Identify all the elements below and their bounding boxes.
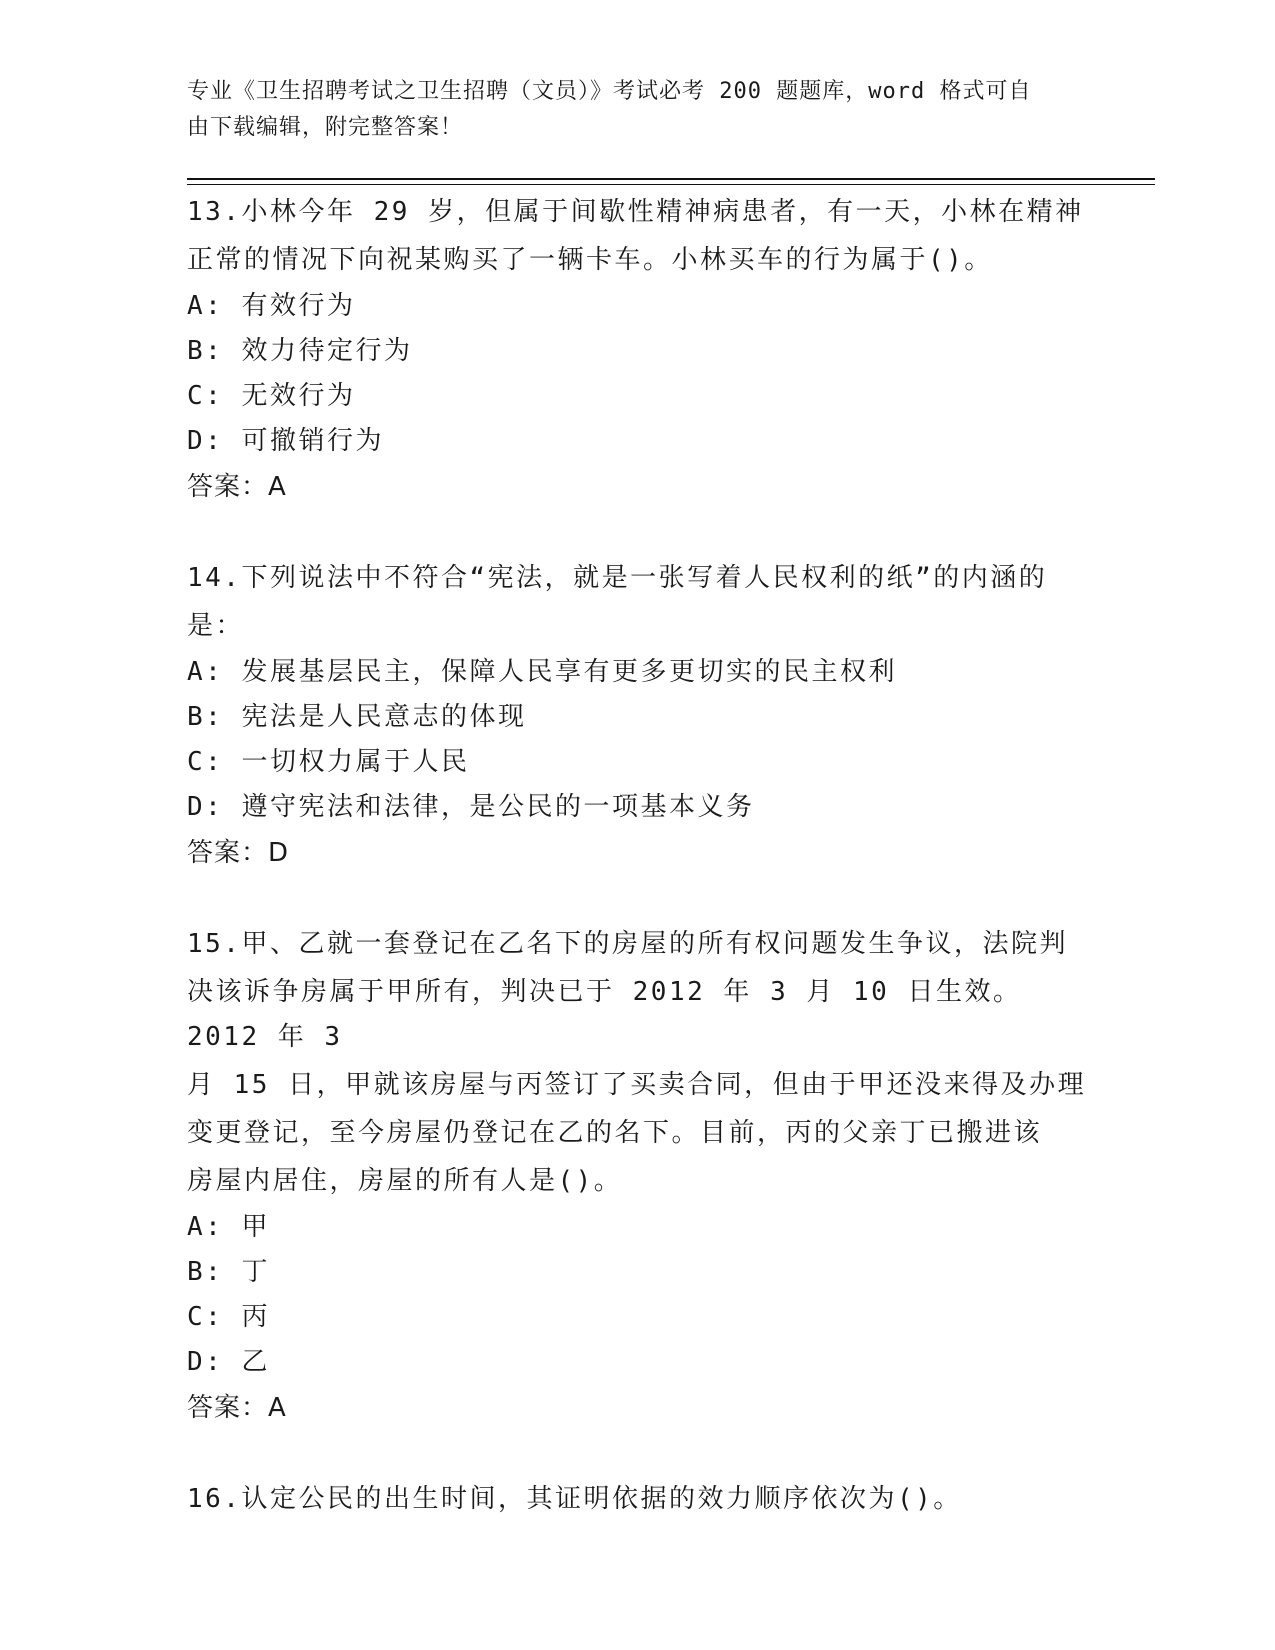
header-line: 专业《卫生招聘考试之卫生招聘（文员）》考试必考 200 题题库，word 格式可自 [187, 79, 1032, 104]
option-gap [223, 419, 241, 464]
question-stem-line: 决该诉争房属于甲所有，判决已于 2012 年 3 月 10 日生效。2012 年 3 [187, 977, 1022, 1052]
answer-option [187, 284, 1087, 329]
option-letter: D: [187, 426, 224, 456]
option-gap [223, 1250, 241, 1295]
question-item [187, 188, 1087, 510]
answer-option [187, 374, 1087, 419]
question-item [187, 920, 1087, 1431]
answer-option [187, 1295, 1087, 1340]
answer-option [187, 695, 1087, 740]
option-gap [223, 740, 241, 785]
answer-key: 答案：D [187, 838, 290, 868]
answer-option [187, 329, 1087, 374]
option-letter: C: [187, 381, 224, 411]
option-letter: A: [187, 1212, 224, 1242]
answer-option [187, 740, 1087, 785]
option-letter: C: [187, 1302, 224, 1332]
question-stem-line: 是： [187, 611, 245, 641]
option-gap [223, 1295, 241, 1340]
option-letter: B: [187, 1257, 224, 1287]
option-letter: C: [187, 747, 224, 777]
option-letter: A: [187, 657, 224, 687]
question-stem-line: 14.下列说法中不符合“宪法，就是一张写着人民权利的纸”的内涵的 [187, 563, 1048, 593]
question-stem-line: 13.小林今年 29 岁，但属于间歇性精神病患者，有一天，小林在精神 [187, 197, 1084, 227]
answer-option [187, 1205, 1087, 1250]
option-text: 一切权力属于人民 [241, 747, 470, 777]
answer-option [187, 650, 1087, 695]
question-list [187, 188, 1087, 1566]
option-gap [223, 1205, 241, 1250]
option-text: 丙 [241, 1302, 270, 1332]
option-gap [223, 650, 241, 695]
option-letter: B: [187, 702, 224, 732]
option-text: 有效行为 [241, 291, 356, 321]
question-stem-line: 15.甲、乙就一套登记在乙名下的房屋的所有权问题发生争议，法院判 [187, 929, 1068, 959]
answer-key: 答案：A [187, 472, 287, 502]
header-divider-thin [187, 184, 1155, 185]
option-gap [223, 695, 241, 740]
answer-option [187, 785, 1087, 830]
option-letter: B: [187, 336, 224, 366]
document-header [187, 74, 1067, 146]
answer-option [187, 419, 1087, 464]
question-stem-line: 房屋内居住，房屋的所有人是()。 [187, 1166, 623, 1196]
header-divider [187, 178, 1155, 180]
option-text: 发展基层民主，保障人民享有更多更切实的民主权利 [241, 657, 897, 687]
option-text: 丁 [241, 1257, 270, 1287]
option-gap [223, 374, 241, 419]
question-stem-line: 月 15 日，甲就该房屋与丙签订了买卖合同，但由于甲还没来得及办理 [187, 1070, 1087, 1100]
question-stem-line: 16.认定公民的出生时间，其证明依据的效力顺序依次为()。 [187, 1484, 962, 1514]
option-letter: D: [187, 792, 224, 822]
option-text: 宪法是人民意志的体现 [241, 702, 527, 732]
question-item [187, 1475, 1087, 1522]
option-gap [223, 1340, 241, 1385]
option-gap [223, 785, 241, 830]
option-text: 乙 [241, 1347, 270, 1377]
option-text: 无效行为 [241, 381, 356, 411]
question-stem-line: 正常的情况下向祝某购买了一辆卡车。小林买车的行为属于()。 [187, 245, 993, 275]
option-letter: D: [187, 1347, 224, 1377]
option-text: 效力待定行为 [241, 336, 413, 366]
option-text: 可撤销行为 [241, 426, 384, 456]
answer-option [187, 1250, 1087, 1295]
option-text: 遵守宪法和法律，是公民的一项基本义务 [241, 792, 755, 822]
answer-key: 答案：A [187, 1393, 287, 1423]
option-letter: A: [187, 291, 224, 321]
question-stem-line: 变更登记，至今房屋仍登记在乙的名下。目前，丙的父亲丁已搬进该 [187, 1118, 1043, 1148]
option-gap [223, 284, 241, 329]
answer-option [187, 1340, 1087, 1385]
question-item [187, 554, 1087, 876]
option-text: 甲 [241, 1212, 270, 1242]
header-line: 由下载编辑，附完整答案！ [187, 115, 464, 140]
option-gap [223, 329, 241, 374]
